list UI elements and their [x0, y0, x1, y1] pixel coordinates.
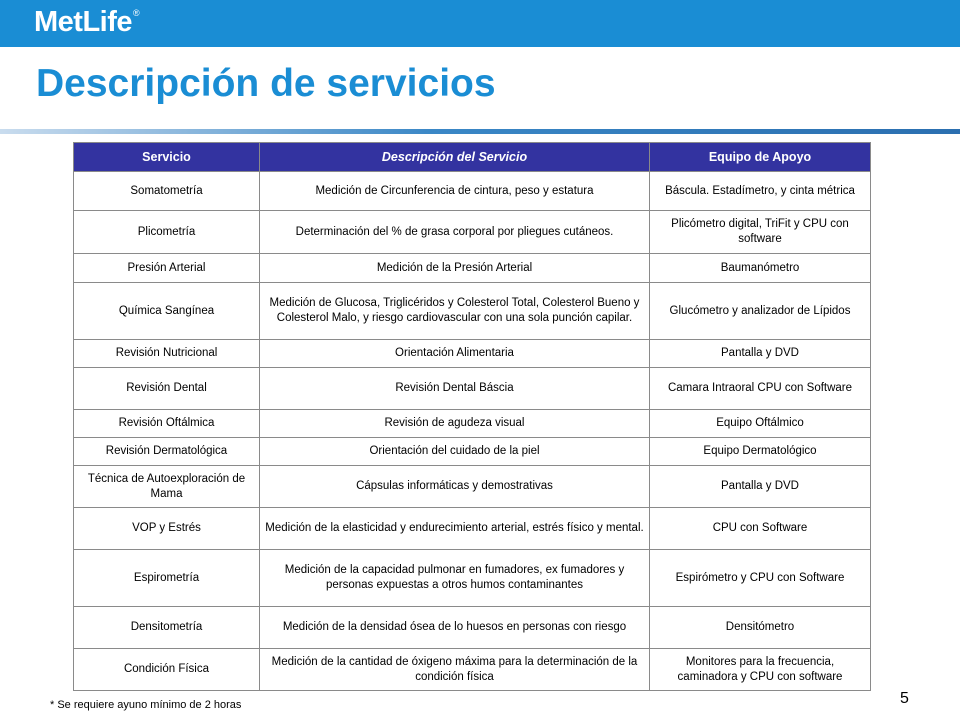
- cell-servicio: Presión Arterial: [74, 254, 260, 283]
- header-equipo: Equipo de Apoyo: [650, 143, 871, 172]
- cell-descripcion: Orientación Alimentaria: [260, 340, 650, 368]
- cell-descripcion: Orientación del cuidado de la piel: [260, 438, 650, 466]
- header-bar: [0, 0, 960, 47]
- page-title: Descripción de servicios: [36, 62, 496, 105]
- title-divider: [0, 129, 960, 134]
- cell-servicio: Técnica de Autoexploración de Mama: [74, 466, 260, 508]
- cell-equipo: Espirómetro y CPU con Software: [650, 550, 871, 607]
- cell-equipo: Báscula. Estadímetro, y cinta métrica: [650, 172, 871, 211]
- table-row: [74, 254, 871, 283]
- cell-servicio: VOP y Estrés: [74, 508, 260, 550]
- cell-servicio: Revisión Dermatológica: [74, 438, 260, 466]
- table-row: [74, 410, 871, 438]
- cell-equipo: Camara Intraoral CPU con Software: [650, 368, 871, 410]
- cell-equipo: Baumanómetro: [650, 254, 871, 283]
- cell-descripcion: Medición de la capacidad pulmonar en fumadores, ex fumadores y personas expuestas a otros humos contaminantes: [260, 550, 650, 607]
- header-servicio: Servicio: [74, 143, 260, 172]
- cell-servicio: Revisión Dental: [74, 368, 260, 410]
- table-row: [74, 283, 871, 340]
- table-row: [74, 172, 871, 211]
- cell-descripcion: Determinación del % de grasa corporal por pliegues cutáneos.: [260, 211, 650, 254]
- header-descripcion: Descripción del Servicio: [260, 143, 650, 172]
- cell-descripcion: Revisión de agudeza visual: [260, 410, 650, 438]
- cell-descripcion: Cápsulas informáticas y demostrativas: [260, 466, 650, 508]
- table-row: [74, 340, 871, 368]
- table-row: [74, 550, 871, 607]
- cell-descripcion: Revisión Dental Báscia: [260, 368, 650, 410]
- cell-servicio: Densitometría: [74, 607, 260, 649]
- table-row: [74, 649, 871, 691]
- cell-equipo: CPU con Software: [650, 508, 871, 550]
- page-number: 5: [900, 690, 909, 707]
- cell-servicio: Química Sangínea: [74, 283, 260, 340]
- table-row: [74, 438, 871, 466]
- registered-mark: ®: [133, 8, 140, 18]
- cell-descripcion: Medición de la elasticidad y endurecimiento arterial, estrés físico y mental.: [260, 508, 650, 550]
- cell-servicio: Espirometría: [74, 550, 260, 607]
- table-row: [74, 211, 871, 254]
- cell-equipo: Densitómetro: [650, 607, 871, 649]
- cell-equipo: Monitores para la frecuencia, caminadora y CPU con software: [650, 649, 871, 691]
- metlife-logo: [34, 6, 139, 39]
- table-row: [74, 607, 871, 649]
- cell-equipo: Plicómetro digital, TriFit y CPU con software: [650, 211, 871, 254]
- cell-descripcion: Medición de Circunferencia de cintura, peso y estatura: [260, 172, 650, 211]
- cell-equipo: Pantalla y DVD: [650, 340, 871, 368]
- cell-servicio: Revisión Nutricional: [74, 340, 260, 368]
- table-header-row: [74, 143, 871, 172]
- cell-descripcion: Medición de la cantidad de óxigeno máxima para la determinación de la condición física: [260, 649, 650, 691]
- cell-servicio: Somatometría: [74, 172, 260, 211]
- cell-servicio: Condición Física: [74, 649, 260, 691]
- cell-descripcion: Medición de la densidad ósea de lo huesos en personas con riesgo: [260, 607, 650, 649]
- cell-descripcion: Medición de Glucosa, Triglicéridos y Colesterol Total, Colesterol Bueno y Colesterol Malo, y riesgo cardiovascular con una sola punción capilar.: [260, 283, 650, 340]
- table-row: [74, 466, 871, 508]
- footnote: * Se requiere ayuno mínimo de 2 horas: [50, 699, 242, 711]
- cell-equipo: Equipo Oftálmico: [650, 410, 871, 438]
- services-table: [73, 142, 871, 691]
- cell-equipo: Pantalla y DVD: [650, 466, 871, 508]
- cell-equipo: Equipo Dermatológico: [650, 438, 871, 466]
- cell-descripcion: Medición de la Presión Arterial: [260, 254, 650, 283]
- cell-servicio: Plicometría: [74, 211, 260, 254]
- logo-text: MetLife: [34, 6, 132, 38]
- cell-equipo: Glucómetro y analizador de Lípidos: [650, 283, 871, 340]
- table-row: [74, 368, 871, 410]
- cell-servicio: Revisión Oftálmica: [74, 410, 260, 438]
- table-row: [74, 508, 871, 550]
